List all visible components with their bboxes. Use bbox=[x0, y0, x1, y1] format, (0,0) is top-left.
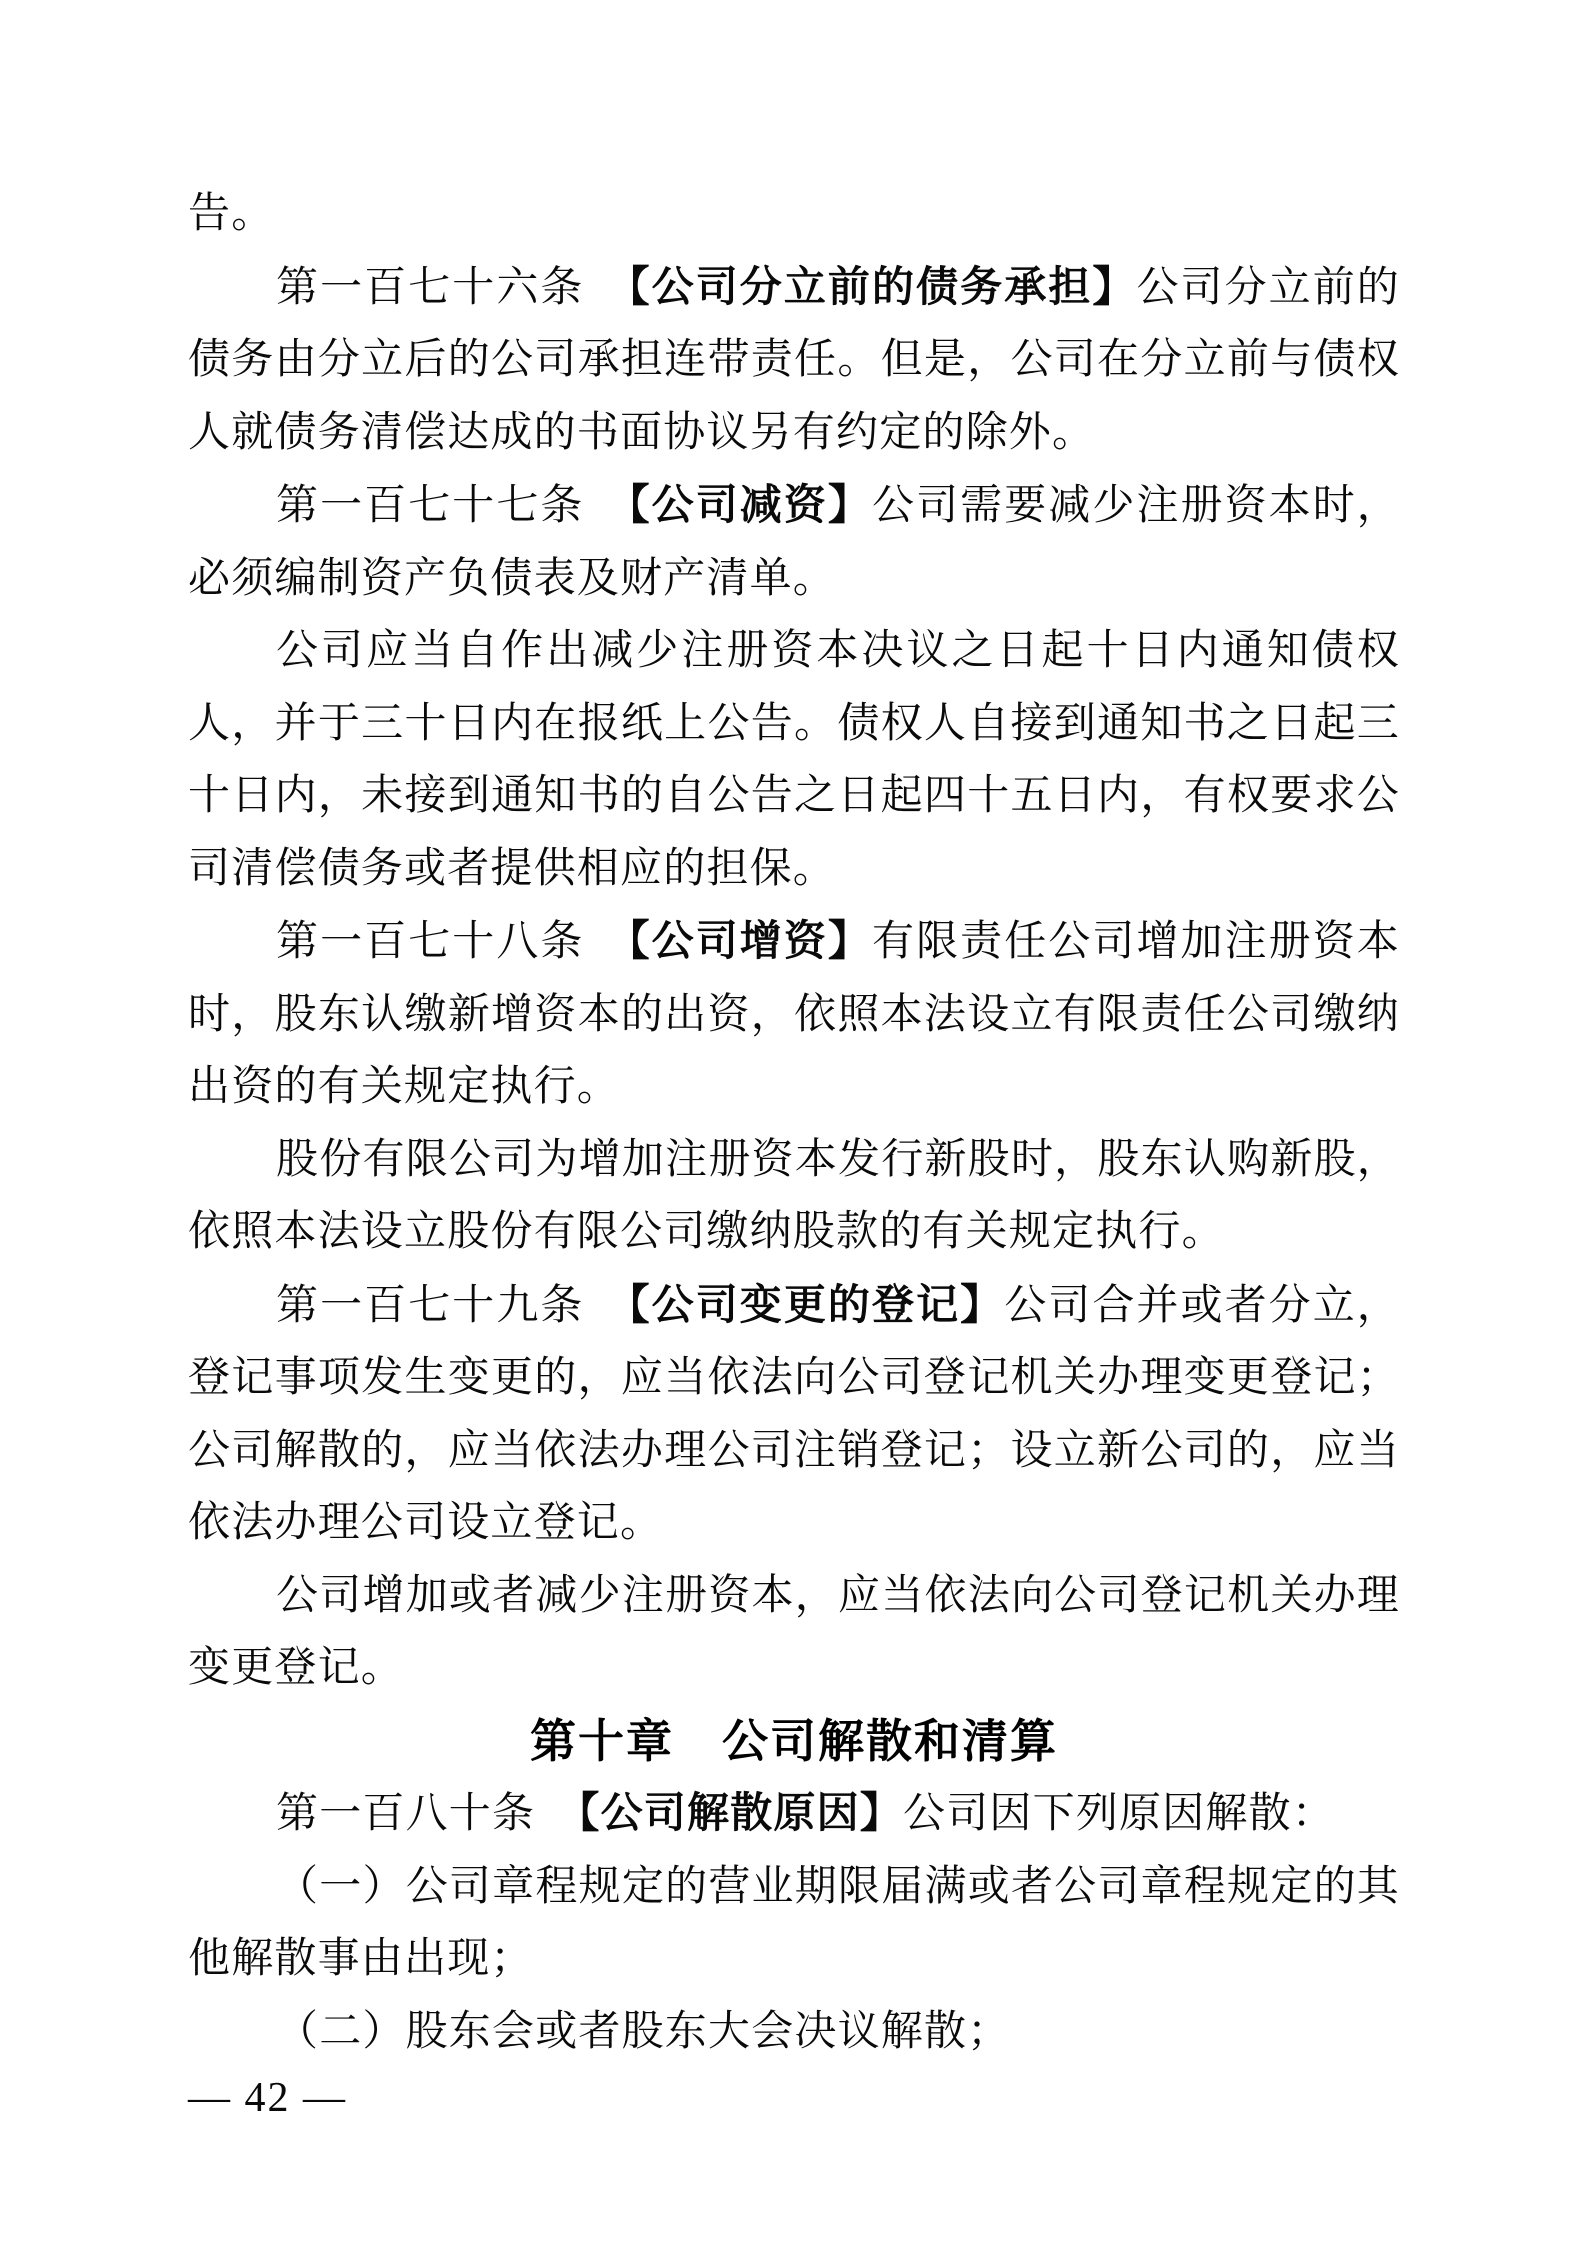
text-segment: 公司因下列原因解散： bbox=[903, 1791, 1336, 1837]
text-segment: 告。 bbox=[188, 191, 275, 237]
text-segment bbox=[585, 919, 629, 965]
text-segment bbox=[585, 265, 629, 311]
article-176 bbox=[188, 251, 1400, 470]
emphasized-text-segment: 第十章 bbox=[530, 1714, 674, 1767]
text-segment: 公司应当自作出减少注册资本决议之日起十日内通知债权人，并于三十日内在报纸上公告。债权人自接到通知书之日起三十日内，未接到通知书的自公告之日起四十五日内，有权要求公司清偿债务或者提供相应的担保。 bbox=[188, 628, 1400, 892]
emphasized-text-segment: 【公司增资】 bbox=[628, 917, 873, 964]
article-179-para-2 bbox=[188, 1560, 1400, 1705]
continuation-line bbox=[188, 178, 1400, 251]
emphasized-text-segment: 【公司变更的登记】 bbox=[628, 1280, 1005, 1328]
text-segment: 第一百七十九条 bbox=[276, 1282, 585, 1329]
text-segment: （一）公司章程规定的营业期限届满或者公司章程规定的其他解散事由出现； bbox=[188, 1863, 1400, 1982]
text-segment: 第一百七十八条 bbox=[276, 919, 585, 965]
emphasized-text-segment: 【公司减资】 bbox=[628, 481, 873, 528]
chapter-10-heading bbox=[188, 1705, 1400, 1778]
text-segment: 第一百八十条 bbox=[276, 1791, 536, 1837]
article-180-item-2 bbox=[188, 1996, 1400, 2069]
text-segment: 股份有限公司为增加注册资本发行新股时，股东认购新股，依照本法设立股份有限公司缴纳股款的有关规定执行。 bbox=[188, 1136, 1400, 1255]
emphasized-text-segment: 公司解散和清算 bbox=[722, 1714, 1058, 1767]
text-segment: 公司需要减少注册资本时，必须编制资产负债表及财产清单。 bbox=[188, 483, 1401, 602]
text-segment: 公司分立前的债务由分立后的公司承担连带责任。但是，公司在分立前与债权人就债务清偿达成的书面协议另有约定的除外。 bbox=[188, 264, 1400, 456]
page-number: — 42 — bbox=[188, 2075, 347, 2121]
article-178-para-2 bbox=[188, 1124, 1400, 1269]
article-178 bbox=[188, 905, 1400, 1124]
article-177-para-2 bbox=[188, 615, 1400, 905]
article-179 bbox=[188, 1269, 1400, 1560]
article-180 bbox=[188, 1777, 1400, 1851]
article-177 bbox=[188, 469, 1400, 615]
text-segment: 第一百七十七条 bbox=[276, 483, 585, 529]
text-segment bbox=[535, 1791, 578, 1837]
text-segment bbox=[585, 483, 629, 529]
document-body bbox=[188, 178, 1400, 2068]
text-segment: 公司合并或者分立，登记事项发生变更的，应当依法向公司登记机关办理变更登记；公司解散的，应当依法办理公司注销登记；设立新公司的，应当依法办理公司设立登记。 bbox=[188, 1282, 1400, 1546]
text-segment: （二）股东会或者股东大会决议解散； bbox=[276, 2008, 1011, 2055]
text-segment: 有限责任公司增加注册资本时，股东认缴新增资本的出资，依照本法设立有限责任公司缴纳出资的有关规定执行。 bbox=[188, 919, 1401, 1110]
emphasized-text-segment: 【公司解散原因】 bbox=[578, 1789, 904, 1836]
emphasized-text-segment bbox=[674, 1715, 722, 1767]
article-180-item-1 bbox=[188, 1851, 1400, 1996]
text-segment bbox=[585, 1283, 629, 1329]
text-segment: 公司增加或者减少注册资本，应当依法向公司登记机关办理变更登记。 bbox=[188, 1572, 1400, 1691]
emphasized-text-segment: 【公司分立前的债务承担】 bbox=[628, 262, 1137, 310]
text-segment: 第一百七十六条 bbox=[276, 264, 585, 311]
